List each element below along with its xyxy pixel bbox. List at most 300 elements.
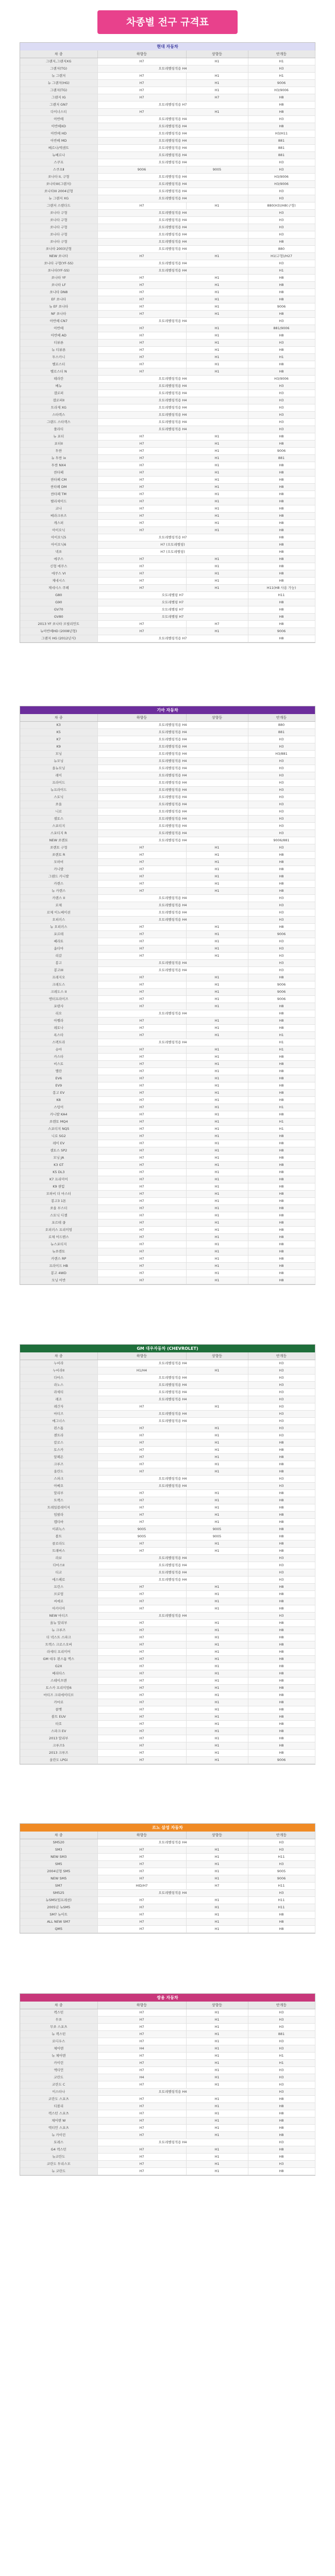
table-row <box>20 967 315 974</box>
fog-bulb-cell: H3 <box>248 1389 315 1396</box>
high-beam-cell: H1 <box>186 1140 248 1147</box>
column-header: 상향등 <box>186 714 248 722</box>
beam-bulb-cell: 오토레벨링적용 H4 <box>97 917 248 924</box>
car-model-cell: 뉴 크루즈 <box>20 1627 97 1634</box>
high-beam-cell: H1 <box>186 1490 248 1497</box>
table-row <box>20 159 315 166</box>
car-model-cell: 레토나 <box>20 1025 97 1032</box>
column-header: 안개등 <box>248 50 315 58</box>
table-row <box>20 1126 315 1133</box>
high-beam-cell: H1 <box>186 1649 248 1656</box>
fog-bulb-cell: H3/H11 <box>248 130 315 138</box>
table-row <box>20 58 315 65</box>
fog-bulb-cell: H8 <box>248 1591 315 1598</box>
fog-bulb-cell: H8 <box>248 2125 315 2132</box>
beam-bulb-cell: 오토레벨링적용 H4 <box>97 65 248 73</box>
beam-bulb-cell: 오토레벨링적용 H4 <box>97 419 248 426</box>
high-beam-cell: H1 <box>186 1548 248 1555</box>
high-beam-cell: H1 <box>186 2117 248 2125</box>
low-beam-cell: H7 <box>97 303 186 311</box>
low-beam-cell: H7 <box>97 1068 186 1075</box>
high-beam-cell: H1 <box>186 311 248 318</box>
table-row <box>20 2117 315 2125</box>
fog-bulb-cell: H3 <box>248 1418 315 1425</box>
beam-bulb-cell: 오토레벨링적용 H4 <box>97 1562 248 1569</box>
table-row <box>20 1721 315 1728</box>
low-beam-cell: H7 <box>97 1692 186 1699</box>
fog-bulb-cell: H8 <box>248 498 315 505</box>
low-beam-cell: H7 <box>97 1018 186 1025</box>
table-row <box>20 303 315 311</box>
car-model-cell: 무쏘 스포츠 <box>20 2024 97 2031</box>
car-model-cell: 봉고 <box>20 960 97 967</box>
low-beam-cell: H7 <box>97 1735 186 1742</box>
car-model-cell: 에스페로 <box>20 1577 97 1584</box>
high-beam-cell: H1 <box>186 275 248 282</box>
low-beam-cell: H7 <box>97 1897 186 1904</box>
high-beam-cell: H1 <box>186 1241 248 1248</box>
table-row <box>20 1039 315 1046</box>
column-header: 안개등 <box>248 1832 315 1839</box>
beam-bulb-cell: 오토레벨링적용 H4 <box>97 1890 248 1897</box>
table-row <box>20 1656 315 1663</box>
car-model-cell: 리갈 <box>20 953 97 960</box>
high-beam-cell: H1 <box>186 1227 248 1234</box>
table-row <box>20 152 315 159</box>
car-model-cell: 카이런 <box>20 2060 97 2067</box>
table-row <box>20 87 315 94</box>
fog-bulb-cell: H3 <box>248 895 315 902</box>
car-model-cell: 2013 말리부 <box>20 1735 97 1742</box>
table-row <box>20 1082 315 1090</box>
column-header: 차 종 <box>20 714 97 722</box>
fog-bulb-cell: H8 <box>248 1656 315 1663</box>
table-row <box>20 1018 315 1025</box>
car-model-cell: 타호 <box>20 1721 97 1728</box>
fog-bulb-cell: H8 <box>248 924 315 931</box>
low-beam-cell: H7 <box>97 1656 186 1663</box>
table-row <box>20 1068 315 1075</box>
high-beam-cell: H1 <box>186 1147 248 1155</box>
car-model-cell: NEW SM3 <box>20 1854 97 1861</box>
fog-bulb-cell: H8 <box>248 1526 315 1533</box>
car-model-cell: GM 대우 윈스톰 맥스 <box>20 1656 97 1663</box>
low-beam-cell: H7 <box>97 527 186 534</box>
car-model-cell: 마티즈 <box>20 1411 97 1418</box>
fog-bulb-cell: H8 <box>248 1533 315 1540</box>
low-beam-cell: H7 <box>97 924 186 931</box>
car-model-cell: 봉고III <box>20 967 97 974</box>
car-model-cell: 렉스턴 <box>20 2009 97 2016</box>
car-model-cell: 로체 <box>20 902 97 909</box>
high-beam-cell: H1 <box>186 202 248 210</box>
car-model-cell: 쎄라토 <box>20 938 97 945</box>
high-beam-cell: H1 <box>186 628 248 635</box>
car-model-cell: 렉스턴 스포츠 <box>20 2110 97 2117</box>
low-beam-cell: H7 <box>97 2110 186 2117</box>
fog-bulb-cell: H1 <box>248 1118 315 1126</box>
high-beam-cell: H1 <box>186 1497 248 1504</box>
car-model-cell: 쏘울 부스터 <box>20 1205 97 1212</box>
low-beam-cell: H7 <box>97 1147 186 1155</box>
table-row <box>20 325 315 332</box>
table-row <box>20 195 315 202</box>
table-row <box>20 1025 315 1032</box>
car-model-cell: 카렌스 RP <box>20 1256 97 1263</box>
fog-bulb-cell: H8 <box>248 1111 315 1118</box>
high-beam-cell: 9005 <box>186 1526 248 1533</box>
fog-bulb-cell: H8 <box>248 469 315 477</box>
fog-bulb-cell: H8 <box>248 2103 315 2110</box>
fog-bulb-cell: H3 <box>248 844 315 852</box>
table-row <box>20 1270 315 1277</box>
low-beam-cell: H7 <box>97 1584 186 1591</box>
page-title: 차종별 전구 규격표 <box>97 10 238 34</box>
low-beam-cell: H7 <box>97 325 186 332</box>
high-beam-cell: H1 <box>186 332 248 340</box>
car-model-cell: 뉴 카렌스 <box>20 888 97 895</box>
low-beam-cell: H7 <box>97 1403 186 1411</box>
table-row <box>20 1519 315 1526</box>
car-model-cell: 스쿠프Ⅱ <box>20 166 97 174</box>
high-beam-cell: H1 <box>186 1742 248 1750</box>
high-beam-cell: H1 <box>186 368 248 376</box>
low-beam-cell: H7 <box>97 1497 186 1504</box>
table-row <box>20 2146 315 2154</box>
fog-bulb-cell: H3 <box>248 195 315 202</box>
car-model-cell: SM520 <box>20 1839 97 1846</box>
high-beam-cell: H1 <box>186 1169 248 1176</box>
table-row <box>20 1699 315 1706</box>
low-beam-cell: H7 <box>97 347 186 354</box>
low-beam-cell: H7 <box>97 520 186 527</box>
beam-bulb-cell: 오토레벨링적용 H4 <box>97 224 248 231</box>
low-beam-cell: H7 <box>97 1861 186 1868</box>
fog-bulb-cell: H3 <box>248 823 315 830</box>
high-beam-cell: H1 <box>186 1270 248 1277</box>
fog-bulb-cell: H8 <box>248 477 315 484</box>
fog-bulb-cell: 880 <box>248 722 315 729</box>
low-beam-cell: H7 <box>97 2103 186 2110</box>
table-row <box>20 1191 315 1198</box>
low-beam-cell: H7 <box>97 1169 186 1176</box>
table-row <box>20 340 315 347</box>
car-model-cell: 아카디아 <box>20 1605 97 1613</box>
fog-bulb-cell: H3 <box>248 1577 315 1584</box>
low-beam-cell: H4 <box>97 2074 186 2081</box>
table-row <box>20 210 315 217</box>
table-row <box>20 2009 315 2016</box>
car-model-cell: 이스타나 <box>20 2089 97 2096</box>
table-row <box>20 80 315 87</box>
fog-bulb-cell: H3 <box>248 1846 315 1854</box>
low-beam-cell: H7 <box>97 1205 186 1212</box>
column-header: 차 종 <box>20 1832 97 1839</box>
table-row <box>20 1677 315 1685</box>
high-beam-cell: H1 <box>186 1054 248 1061</box>
fog-bulb-cell: H3 <box>248 2067 315 2074</box>
table-row <box>20 1205 315 1212</box>
car-model-cell: GV70 <box>20 606 97 614</box>
beam-bulb-cell: 오토레벨링적용 H4 <box>97 1010 248 1018</box>
high-beam-cell: H1 <box>186 469 248 477</box>
low-beam-cell: H7 <box>97 1750 186 1757</box>
fog-bulb-cell: H1 <box>248 354 315 361</box>
car-model-cell: 테라칸 <box>20 376 97 383</box>
car-model-cell: 라노스 <box>20 1382 97 1389</box>
car-model-cell: 스포티지 R <box>20 830 97 837</box>
car-model-cell: 누비라 <box>20 1360 97 1367</box>
car-model-cell: 리오 <box>20 1010 97 1018</box>
table-row <box>20 1692 315 1699</box>
table-row <box>20 585 315 592</box>
table-row <box>20 1183 315 1191</box>
car-model-cell: 그랜저(TG) <box>20 65 97 73</box>
table-row <box>20 960 315 967</box>
fog-bulb-cell: H11(H8 사용 가능) <box>248 585 315 592</box>
fog-bulb-cell: H8 <box>248 1919 315 1926</box>
fog-bulb-cell: H8 <box>248 549 315 556</box>
table-row <box>20 1476 315 1483</box>
section-spacer <box>0 1934 335 1993</box>
car-model-cell: 싼타페 <box>20 469 97 477</box>
car-model-cell: 뉴SM5(임프레션) <box>20 1897 97 1904</box>
beam-bulb-cell: 오토레벨링적용 H4 <box>97 152 248 159</box>
high-beam-cell: H1 <box>186 585 248 592</box>
low-beam-cell: H7 <box>97 1904 186 1911</box>
car-model-cell: 티뷰론 <box>20 340 97 347</box>
low-beam-cell: H7 <box>97 852 186 859</box>
table-row <box>20 101 315 109</box>
fog-bulb-cell: H3 <box>248 794 315 801</box>
table-row <box>20 2110 315 2117</box>
beam-bulb-cell: 오토레벨링적용 H4 <box>97 1839 248 1846</box>
low-beam-cell: H7 <box>97 953 186 960</box>
car-model-cell: 뉴 그랜저 <box>20 73 97 80</box>
table-row <box>20 318 315 325</box>
car-model-cell: 로체 이노베이션 <box>20 909 97 917</box>
table-row <box>20 736 315 743</box>
maker-section <box>20 706 315 1285</box>
low-beam-cell: H7 <box>97 570 186 578</box>
car-model-cell: 체어맨 W <box>20 2117 97 2125</box>
car-model-cell: 아반떼 MD <box>20 138 97 145</box>
fog-bulb-cell: H8 <box>248 1750 315 1757</box>
table-row <box>20 1890 315 1897</box>
fog-bulb-cell: H8 <box>248 109 315 116</box>
car-model-cell: 포르테 <box>20 931 97 938</box>
car-model-cell: 봉고 4WD <box>20 1270 97 1277</box>
beam-bulb-cell: 오토레벨링적용 H4 <box>97 1418 248 1425</box>
low-beam-cell: H7 <box>97 80 186 87</box>
table-row <box>20 1061 315 1068</box>
beam-bulb-cell: 오토레벨링적용 H4 <box>97 138 248 145</box>
low-beam-cell: H7 <box>97 1548 186 1555</box>
table-row <box>20 166 315 174</box>
high-beam-cell: H1 <box>186 361 248 368</box>
table-row <box>20 1584 315 1591</box>
car-model-cell: 프린스 <box>20 1584 97 1591</box>
high-beam-cell: H1 <box>186 953 248 960</box>
fog-bulb-cell: H3 <box>248 917 315 924</box>
car-model-cell: 라세티 프리미어 <box>20 1649 97 1656</box>
low-beam-cell: H7 <box>97 340 186 347</box>
fog-bulb-cell: 880(H3)/H8(구형) <box>248 202 315 210</box>
fog-bulb-cell: H3 <box>248 758 315 765</box>
high-beam-cell: H1 <box>186 1183 248 1191</box>
high-beam-cell: H1 <box>186 2067 248 2074</box>
table-row <box>20 1846 315 1854</box>
car-model-cell: G4 렉스턴 <box>20 2146 97 2154</box>
beam-bulb-cell: 오토레벨링적용 H4 <box>97 751 248 758</box>
car-model-cell: 쏘렌토 MQ4 <box>20 1118 97 1126</box>
high-beam-cell: H1 <box>186 1512 248 1519</box>
maker-section <box>20 42 315 643</box>
car-model-cell: 쏘나타 YF <box>20 275 97 282</box>
column-header: 하향등 <box>97 2002 186 2009</box>
car-model-cell: 베르나/엑센트 <box>20 145 97 152</box>
high-beam-cell: H1 <box>186 2132 248 2139</box>
beam-bulb-cell: 오토레벨링적용 H4 <box>97 2139 248 2146</box>
car-model-cell: 스포티지 <box>20 823 97 830</box>
high-beam-cell: H1 <box>186 1854 248 1861</box>
table-row <box>20 361 315 368</box>
fog-bulb-cell: H8 <box>248 1176 315 1183</box>
fog-bulb-cell: H8 <box>248 101 315 109</box>
car-model-cell: 뉴 투싼 ix <box>20 455 97 462</box>
car-model-cell: 윈스톰 <box>20 1425 97 1432</box>
low-beam-cell: H7 <box>97 2168 186 2175</box>
car-model-cell: 그랜저,그랜저XG <box>20 58 97 65</box>
maker-section <box>20 1993 315 2176</box>
high-beam-cell: H1 <box>186 1868 248 1875</box>
low-beam-cell: H7 <box>97 1277 186 1284</box>
table-row <box>20 188 315 195</box>
car-model-cell: 비스토 <box>20 1061 97 1068</box>
car-model-cell: 팰리세이드 <box>20 498 97 505</box>
car-model-cell: 그랜드 스타렉스 <box>20 419 97 426</box>
table-row <box>20 1256 315 1263</box>
beam-bulb-cell: H7 (오토레벨링) <box>97 549 248 556</box>
table-header-row <box>20 50 315 58</box>
car-model-cell: 아반떼 AD <box>20 332 97 340</box>
fog-bulb-cell: H8 <box>248 1540 315 1548</box>
fog-bulb-cell: H8 <box>248 1219 315 1227</box>
car-model-cell: 포텐샤 <box>20 1003 97 1010</box>
table-row <box>20 1375 315 1382</box>
high-beam-cell: H1 <box>186 1757 248 1764</box>
table-row <box>20 924 315 931</box>
beam-bulb-cell: 오토레벨링적용 H4 <box>97 743 248 751</box>
car-model-cell: 브로엄 <box>20 1591 97 1598</box>
fog-bulb-cell: H3 <box>248 419 315 426</box>
table-row <box>20 2154 315 2161</box>
high-beam-cell: H1 <box>186 1699 248 1706</box>
car-model-cell: 스테이츠맨 <box>20 1677 97 1685</box>
high-beam-cell: H1 <box>186 1656 248 1663</box>
table-row <box>20 902 315 909</box>
car-model-cell: 포르테 쿱 <box>20 1219 97 1227</box>
car-model-cell: 토스카 <box>20 1447 97 1454</box>
car-model-cell: NF 쏘나타 <box>20 311 97 318</box>
table-row <box>20 866 315 873</box>
column-header: 상향등 <box>186 1832 248 1839</box>
table-row <box>20 931 315 938</box>
car-model-cell: 모하비 더 마스터 <box>20 1191 97 1198</box>
car-model-cell: 프레지오 <box>20 974 97 981</box>
section-header: 르노 삼성 자동차 <box>20 1824 315 1832</box>
table-row <box>20 1090 315 1097</box>
fog-bulb-cell: H3 <box>248 1360 315 1367</box>
table-row <box>20 1883 315 1890</box>
table-row <box>20 1447 315 1454</box>
fog-bulb-cell: H8 <box>248 1075 315 1082</box>
table-row <box>20 296 315 303</box>
low-beam-cell: H7 <box>97 1699 186 1706</box>
fog-bulb-cell: H8 <box>248 1641 315 1649</box>
fog-bulb-cell: H8 <box>248 1454 315 1461</box>
low-beam-cell: H7 <box>97 1649 186 1656</box>
low-beam-cell: H7 <box>97 880 186 888</box>
high-beam-cell: H1 <box>186 477 248 484</box>
fog-bulb-cell: H8 <box>248 1728 315 1735</box>
table-row <box>20 390 315 397</box>
section-header: GM 대우자동차 (CHEVROLET) <box>20 1345 315 1352</box>
high-beam-cell: H1 <box>186 1750 248 1757</box>
table-row <box>20 1526 315 1533</box>
car-model-cell: 뉴 그랜저 XG <box>20 195 97 202</box>
high-beam-cell: H1 <box>186 354 248 361</box>
low-beam-cell: H7 <box>97 2024 186 2031</box>
car-model-cell: 다이너스티 <box>20 109 97 116</box>
fog-bulb-cell: H8 <box>248 1605 315 1613</box>
fog-bulb-cell: H8 <box>248 1634 315 1641</box>
low-beam-cell: H7 <box>97 332 186 340</box>
low-beam-cell: H7 <box>97 2146 186 2154</box>
high-beam-cell: H1 <box>186 1025 248 1032</box>
high-beam-cell: H1 <box>186 1425 248 1432</box>
low-beam-cell: H7 <box>97 1634 186 1641</box>
high-beam-cell: H1 <box>186 340 248 347</box>
car-model-cell: 셀토스 <box>20 816 97 823</box>
beam-bulb-cell: 오토레벨링적용 H4 <box>97 837 248 844</box>
low-beam-cell: H7 <box>97 484 186 491</box>
fog-bulb-cell: H8 <box>248 1504 315 1512</box>
table-row <box>20 138 315 145</box>
car-model-cell: 뉴 렉스턴 <box>20 2031 97 2038</box>
table-row <box>20 1439 315 1447</box>
table-row <box>20 751 315 758</box>
high-beam-cell: H1 <box>186 1677 248 1685</box>
car-model-cell: 스펙트라 <box>20 1039 97 1046</box>
car-model-cell: 레간자 <box>20 1403 97 1411</box>
high-beam-cell: H1 <box>186 2031 248 2038</box>
table-row <box>20 1627 315 1634</box>
low-beam-cell: H7 <box>97 2132 186 2139</box>
high-beam-cell: H1 <box>186 1118 248 1126</box>
table-row <box>20 1227 315 1234</box>
table-row <box>20 1926 315 1933</box>
fog-bulb-cell: H3 <box>248 188 315 195</box>
table-row <box>20 2024 315 2031</box>
fog-bulb-cell: H3 <box>248 1839 315 1846</box>
table-row <box>20 282 315 289</box>
car-model-cell: K5 <box>20 729 97 736</box>
car-model-cell: 갤로퍼 <box>20 390 97 397</box>
table-row <box>20 2081 315 2089</box>
fog-bulb-cell: H8 <box>248 1003 315 1010</box>
fog-bulb-cell: H8 <box>248 1721 315 1728</box>
